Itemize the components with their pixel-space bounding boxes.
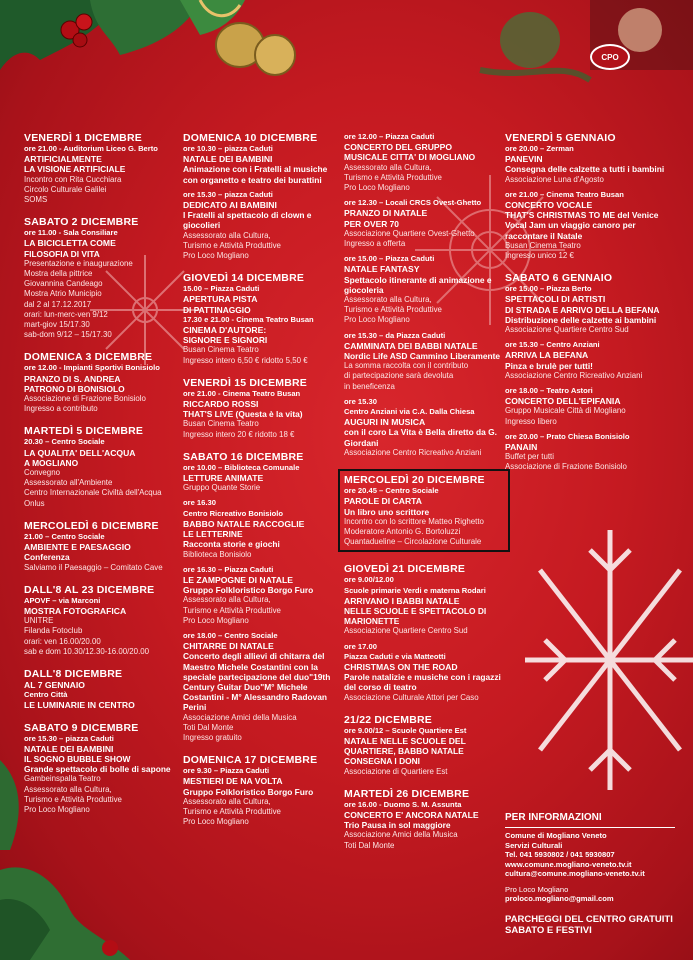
event-block <box>24 584 184 657</box>
event-item <box>24 764 184 815</box>
event-note: Ingresso unico 12 € <box>505 251 574 261</box>
event-note: Assessorato alla Cultura, <box>344 162 432 172</box>
event-block <box>183 132 343 261</box>
event-note: Circolo Culturale Galilei <box>24 184 107 194</box>
event-time-place: Centro Anziani via C.A. Dalla Chiesa <box>344 407 475 417</box>
event-note: Associazione Centro Ricreativo Anziani <box>505 370 643 380</box>
event-description: Distribuzione delle calzette ai bambini <box>505 314 657 325</box>
event-date: GIOVEDÌ 21 DICEMBRE <box>344 563 466 576</box>
event-note: SOMS <box>24 195 48 205</box>
event-item <box>505 315 665 335</box>
event-note: Biblioteca Bonisiolo <box>183 549 252 559</box>
event-description: THAT'S CHRISTMAS TO ME del Venice Vocal Jam un viaggio canoro per raccontare il Natale <box>505 210 659 241</box>
event-time-place: ore 10.30 – piazza Caduti <box>183 144 273 153</box>
event-date: DOMENICA 10 DICEMBRE <box>183 132 318 144</box>
event-title: AMBIENTE E PAESAGGIO <box>24 542 131 553</box>
event-note: Assessorato alla Cultura, <box>183 595 271 605</box>
event-item <box>24 437 184 508</box>
event-note: Assessorato alla Cultura, <box>183 796 271 806</box>
event-title: LE ZAMPOGNE DI NATALE <box>183 574 293 585</box>
event-note: La somma raccolta con il contributo <box>344 361 469 371</box>
event-title: LA BICICLETTA COME <box>24 238 116 249</box>
event-block <box>183 377 343 440</box>
event-note: Moderatore Antonio G. Bortoluzzi <box>344 526 461 536</box>
info-phone: Tel. 041 5930802 / 041 5930807 <box>505 850 615 859</box>
event-time-place: ore 18.00 – Centro Sociale <box>183 630 278 640</box>
event-item <box>183 766 343 827</box>
event-time-place: 15.00 – Piazza Caduti <box>183 284 260 294</box>
event-note: Turismo e Attività Produttive <box>183 240 281 250</box>
event-title: AL 7 GENNAIO <box>24 679 85 690</box>
info-divider <box>505 827 675 828</box>
event-item <box>505 386 665 427</box>
column-3 <box>344 132 504 862</box>
event-description: LA VISIONE ARTIFICIALE <box>24 164 126 175</box>
event-item <box>344 726 504 777</box>
event-title: ARTIFICIALMENTE <box>24 154 102 165</box>
event-note: orari: ven 16.00/20.00 <box>24 636 101 646</box>
event-description: Racconta storie e giochi <box>183 539 280 550</box>
event-item <box>183 509 343 540</box>
event-time-place: ore 21.00 - Auditorium Liceo G. Berto <box>24 144 158 153</box>
event-item <box>344 331 504 392</box>
event-block <box>344 132 504 458</box>
event-time-place: ore 10.00 – Biblioteca Comunale <box>183 462 300 472</box>
event-note: Mostra Atrio Municipio <box>24 289 102 299</box>
event-item <box>183 539 343 559</box>
event-title: CONCERTO E' ANCORA NATALE <box>344 809 479 820</box>
info-line: Comune di Mogliano Veneto <box>505 831 607 840</box>
event-description: Pinza e brulè per tutti! <box>505 360 593 371</box>
proloco-email-link[interactable]: proloco.mogliano@gmail.com <box>505 894 614 903</box>
event-description: Grande spettacolo di bolle di sapone <box>24 764 171 775</box>
event-title: PRANZO DI S. ANDREA <box>24 373 121 384</box>
event-item <box>183 315 343 366</box>
event-block <box>24 351 184 414</box>
event-block <box>344 714 504 777</box>
event-block <box>24 520 184 573</box>
event-note: UNITRE <box>24 616 54 626</box>
event-item <box>344 254 504 325</box>
snowflake-bottom-right-icon <box>520 520 693 800</box>
event-time-place: ore 12.00 – Piazza Caduti <box>344 132 435 141</box>
event-note: orari: lun-merc-ven 9/12 <box>24 309 108 319</box>
event-note: Quantadueline – Circolazione Culturale <box>344 537 482 547</box>
event-title: APERTURA PISTA <box>183 294 258 305</box>
event-time-place: ore 15.00 – Piazza Berto <box>505 284 592 294</box>
event-description: con il coro La Vita è Bella diretto da G. Giordani <box>344 427 497 448</box>
event-time-place: 21.00 – Centro Sociale <box>24 531 105 541</box>
event-item <box>24 734 184 765</box>
event-item <box>24 690 184 710</box>
event-note: Ingresso gratuito <box>183 732 242 742</box>
event-title: CAMMINATA DEI BABBI NATALE <box>344 340 478 351</box>
event-note: Pro Loco Mogliano <box>183 615 249 625</box>
event-date: VENERDÌ 15 DICEMBRE <box>183 376 307 389</box>
event-date: VENERDÌ 5 GENNAIO <box>505 132 616 144</box>
event-title: NATALE DEI BAMBINI <box>183 154 273 165</box>
event-item <box>24 680 184 690</box>
event-title: ARRIVA LA BEFANA <box>505 350 589 361</box>
event-description: Animazione con i Fratelli al musiche con organetto e teatro dei burattini <box>183 164 328 185</box>
event-description: Conferenza <box>24 552 70 563</box>
event-note: Ingresso intero 20 € ridotto 18 € <box>183 429 295 439</box>
event-description: Concerto degli allievi di chitarra del Maestro Michele Costantini con la speciale partecipazione del duo"19th Century Guitar Duo"M° Michele Costantini - M° Alessandro Radovan Perini <box>183 651 331 713</box>
event-item <box>24 363 184 414</box>
event-note: Assessorato alla Cultura, <box>344 295 432 305</box>
event-note: di partecipazione sarà devoluta <box>344 371 454 381</box>
event-note: Assessorato alla Cultura, <box>24 784 112 794</box>
event-item <box>183 144 343 185</box>
event-time-place: ore 15.30 <box>344 396 377 406</box>
event-item <box>505 432 665 473</box>
cpo-logo: CPO <box>590 44 630 70</box>
event-date: MARTEDÌ 26 DICEMBRE <box>344 787 470 800</box>
event-time-place: ore 9.00/12 – Scuole Quartiere Est <box>344 725 467 735</box>
event-item <box>344 652 504 703</box>
event-title: CONCERTO DEL GRUPPO <box>344 142 453 153</box>
event-title: RICCARDO ROSSI <box>183 399 259 410</box>
event-description: LE LETTERINE <box>183 529 243 540</box>
event-note: Giovannina Candeago <box>24 279 103 289</box>
event-description: IL SOGNO BUBBLE SHOW <box>24 753 131 764</box>
event-description: MUSICALE CITTA' DI MOGLIANO <box>344 152 476 163</box>
event-date: MERCOLEDÌ 20 DICEMBRE <box>344 474 485 487</box>
event-note: Associazione Luna d'Agosto <box>505 174 604 184</box>
highlighted-event <box>338 469 510 552</box>
event-title: BABBO NATALE RACCOGLIE <box>183 518 305 529</box>
event-item <box>505 340 665 381</box>
info-website-link[interactable]: www.comune.mogliano-veneto.tv.it <box>505 859 632 869</box>
event-description: THAT'S LIVE (Questa è la vita) <box>183 409 303 420</box>
info-box <box>505 812 685 936</box>
event-item <box>24 228 184 340</box>
event-item <box>344 586 504 637</box>
info-email-link[interactable]: cultura@comune.mogliano-veneto.tv.it <box>505 869 645 878</box>
event-note: Incontro con lo scrittore Matteo Righetto <box>344 516 484 526</box>
event-note: Pro Loco Mogliano <box>24 804 90 814</box>
event-item <box>344 642 504 652</box>
event-item <box>344 198 504 249</box>
event-note: Mostra della pittrice <box>24 269 93 279</box>
event-description: Nordic Life ASD Cammino Liberamente <box>344 351 501 362</box>
info-line: Servizi Culturali <box>505 840 563 850</box>
event-description: I Fratelli al spettacolo di clown e giocolieri <box>183 210 312 231</box>
event-note: dal 2 al 17.12.2017 <box>24 299 92 309</box>
event-description: Trio Pausa in sol maggiore <box>344 820 451 831</box>
event-title: SPETTACOLI DI ARTISTI <box>505 294 606 305</box>
event-time-place: ore 11.00 - Sala Consiliare <box>24 228 118 238</box>
event-note: Ingresso a contributo <box>24 404 98 414</box>
event-description: Un libro uno scrittore <box>344 506 430 517</box>
event-title: PANAIN <box>505 442 538 453</box>
event-time-place: ore 9.30 – Piazza Caduti <box>183 766 270 776</box>
event-time-place: ore 18.00 – Teatro Astori <box>505 386 593 396</box>
event-time-place: ore 21.00 – Cinema Teatro Busan <box>505 189 624 199</box>
event-title: LE LUMINARIE IN CENTRO <box>24 700 135 711</box>
event-time-place: ore 20.45 – Centro Sociale <box>344 486 439 496</box>
event-note: Associazione Amici della Musica <box>344 830 458 840</box>
event-item <box>505 190 665 261</box>
event-note: Associazione Culturale Attori per Caso <box>344 692 479 702</box>
event-item <box>183 631 343 743</box>
event-title: LA QUALITA' DELL'ACQUA <box>24 447 136 458</box>
event-time-place: 17.30 e 21.00 - Cinema Teatro Busan <box>183 314 314 324</box>
event-item <box>344 407 504 458</box>
event-note: Gambeinspalla Teatro <box>24 774 101 784</box>
event-time-place: Centro Città <box>24 690 68 700</box>
event-item <box>183 190 343 261</box>
column-1 <box>24 132 184 826</box>
event-title: PRANZO DI NATALE <box>344 208 428 219</box>
info-heading: PER INFORMAZIONI <box>505 812 602 823</box>
event-note: Associazione Quartiere Centro Sud <box>344 626 468 636</box>
event-block <box>183 754 343 827</box>
event-note: sab-dom 9/12 – 15/17.30 <box>24 330 112 340</box>
event-time-place: ore 15.30 – piazza Caduti <box>24 733 114 743</box>
event-note: Ingresso libero <box>505 416 557 426</box>
event-note: Ingresso intero 6,50 € ridotto 5,50 € <box>183 355 308 365</box>
event-description: Consegna delle calzette a tutti i bambini <box>505 164 665 175</box>
column-4 <box>505 132 665 484</box>
event-block <box>183 451 343 743</box>
event-description: Parole natalizie e musiche con i ragazzi del corso di teatro <box>344 672 501 693</box>
event-title: ARRIVANO I BABBI NATALE <box>344 595 460 606</box>
event-block <box>24 425 184 508</box>
column-2 <box>183 132 343 838</box>
event-title: PANEVIN <box>505 154 543 165</box>
event-description: A MOGLIANO <box>24 457 79 468</box>
event-title: DEDICATO AI BAMBINI <box>183 200 277 211</box>
event-item <box>24 596 184 657</box>
event-time-place: ore 12.30 – Locali CRCS Ovest-Ghetto <box>344 198 482 208</box>
event-note: Presentazione e inaugurazione <box>24 258 133 268</box>
event-description: Gruppo Folkloristico Borgo Furo <box>183 585 314 596</box>
event-note: Toti Dal Monte <box>344 840 395 850</box>
event-note: in beneficenza <box>344 381 395 391</box>
event-date: SABATO 6 GENNAIO <box>505 272 613 285</box>
event-block <box>24 216 184 340</box>
event-time-place: ore 12.00 - Impianti Sportivi Bonisiolo <box>24 363 160 373</box>
event-date: MERCOLEDÌ 6 DICEMBRE <box>24 519 159 532</box>
event-date: MARTEDÌ 5 DICEMBRE <box>24 425 144 438</box>
event-item <box>505 284 665 315</box>
event-date: DALL'8 DICEMBRE <box>24 667 123 680</box>
holly-top-left-decoration <box>0 0 300 120</box>
event-title: CONCERTO VOCALE <box>505 200 593 211</box>
event-note: Pro Loco Mogliano <box>183 251 249 261</box>
event-date: SABATO 9 DICEMBRE <box>24 721 139 734</box>
parking-notice: PARCHEGGI DEL CENTRO GRATUITI SABATO E FESTIVI <box>505 913 673 936</box>
event-item <box>344 397 504 407</box>
event-time-place: Piazza Caduti e via Matteotti <box>344 651 446 661</box>
event-note: Turismo e Attività Produttive <box>344 305 442 315</box>
event-note: mart-giov 15/17.30 <box>24 320 90 330</box>
event-description: DI STRADA E ARRIVO DELLA BEFANA <box>505 304 660 315</box>
event-title: PAROLE DI CARTA <box>344 496 422 507</box>
event-time-place: ore 20.00 – Zerman <box>505 144 574 153</box>
event-time-place: ore 15.00 – Piazza Caduti <box>344 254 435 264</box>
event-block <box>24 668 184 711</box>
event-time-place: ore 21.00 - Cinema Teatro Busan <box>183 388 301 398</box>
event-date: SABATO 16 DICEMBRE <box>183 450 304 463</box>
event-note: Busan Cinema Teatro <box>183 419 259 429</box>
event-time-place: ore 16.30 <box>183 498 216 508</box>
event-note: Turismo e Attività Produttive <box>344 172 442 182</box>
event-block <box>505 132 665 261</box>
ornament-top-right-decoration <box>470 0 693 110</box>
event-note: Toti Dal Monte <box>183 722 234 732</box>
event-block <box>344 563 504 702</box>
event-block <box>344 788 504 851</box>
event-title: MESTIERI DE NA VOLTA <box>183 776 283 787</box>
event-time-place: ore 15.30 – piazza Caduti <box>183 189 273 199</box>
event-item <box>24 532 184 573</box>
event-note: Associazione Centro Ricreativo Anziani <box>344 447 482 457</box>
event-date: 21/22 DICEMBRE <box>344 713 432 726</box>
event-item <box>183 565 343 626</box>
event-time-place: ore 15.30 – Centro Anziani <box>505 340 600 350</box>
event-item <box>344 800 504 851</box>
event-title: CONCERTO DELL'EPIFANIA <box>505 396 621 407</box>
event-time-place: Scuole primarie Verdi e materna Rodari <box>344 585 486 595</box>
event-note: Gruppo Quante Storie <box>183 483 261 493</box>
event-title: NATALE NELLE SCUOLE DEL <box>344 735 466 746</box>
event-item <box>183 389 343 440</box>
event-item <box>505 144 665 185</box>
event-date: GIOVEDÌ 14 DICEMBRE <box>183 272 305 285</box>
event-block <box>24 132 184 205</box>
event-note: Ingresso a offerta <box>344 239 406 249</box>
event-time-place: ore 17.00 <box>344 641 377 651</box>
event-item <box>24 144 184 205</box>
event-title: MOSTRA FOTOGRAFICA <box>24 605 127 616</box>
event-item <box>344 486 504 547</box>
event-item <box>183 498 343 508</box>
event-description: PATRONO DI BONISIOLO <box>24 383 125 394</box>
event-title: NATALE DEI BAMBINI <box>24 743 114 754</box>
event-note: Turismo e Attività Produttive <box>24 794 122 804</box>
event-note: Gruppo Musicale Città di Mogliano <box>505 406 626 416</box>
event-note: Pro Loco Mogliano <box>183 817 249 827</box>
event-item <box>344 575 504 585</box>
event-note: Busan Cinema Teatro <box>505 240 581 250</box>
event-date: SABATO 2 DICEMBRE <box>24 216 139 229</box>
event-block <box>183 272 343 366</box>
event-description: QUARTIERE, BABBO NATALE CONSEGNA I DONI <box>344 746 464 767</box>
event-note: Turismo e Attività Produttive <box>183 605 281 615</box>
event-time-place: ore 20.00 – Prato Chiesa Bonisiolo <box>505 431 630 441</box>
event-date: DOMENICA 3 DICEMBRE <box>24 351 153 364</box>
event-note: Associazione Quartiere Ovest-Ghetto <box>344 228 475 238</box>
event-description: DI PATTINAGGIO <box>183 304 251 315</box>
event-note: Onlus <box>24 498 45 508</box>
event-note: Assessorato all'Ambiente <box>24 478 113 488</box>
event-description: SIGNORE E SIGNORI <box>183 335 268 346</box>
event-note: Filanda Fotoclub <box>24 626 83 636</box>
event-date: DOMENICA 17 DICEMBRE <box>183 754 318 767</box>
event-note: Convegno <box>24 468 60 478</box>
event-note: sab e dom 10.30/12.30-16.00/20.00 <box>24 646 150 656</box>
event-description: FILOSOFIA DI VITA <box>24 248 100 259</box>
event-description: Spettacolo itinerante di animazione e giocoleria <box>344 274 492 295</box>
event-note: Incontro con Rita Cucchiara <box>24 174 122 184</box>
event-note: Pro Loco Mogliano <box>344 183 410 193</box>
event-time-place: Centro Ricreativo Bonisiolo <box>183 508 283 518</box>
event-item <box>183 463 343 494</box>
event-note: Buffet per tutti <box>505 452 554 462</box>
event-title: CHITARRE DI NATALE <box>183 641 274 652</box>
event-note: Centro Internazionale Civiltà dell'Acqua <box>24 488 162 498</box>
event-note: Associazione Quartiere Centro Sud <box>505 325 629 335</box>
event-note: Busan Cinema Teatro <box>183 345 259 355</box>
event-time-place: 20.30 – Centro Sociale <box>24 437 105 447</box>
event-date: DALL'8 AL 23 DICEMBRE <box>24 583 155 596</box>
event-description: Gruppo Folkloristico Borgo Furo <box>183 786 314 797</box>
event-time-place: ore 9.00/12.00 <box>344 575 394 585</box>
event-time-place: ore 15.30 – da Piazza Caduti <box>344 330 446 340</box>
event-note: Salviamo il Paesaggio – Comitato Cave <box>24 562 163 572</box>
event-title: CHRISTMAS ON THE ROAD <box>344 661 458 672</box>
event-note: Pro Loco Mogliano <box>344 315 410 325</box>
event-item <box>183 284 343 315</box>
event-item <box>344 132 504 193</box>
event-date: VENERDÌ 1 DICEMBRE <box>24 132 142 144</box>
event-note: Associazione Amici della Musica <box>183 712 297 722</box>
event-note: Associazione di Frazione Bonisiolo <box>24 394 146 404</box>
event-title: CINEMA D'AUTORE: <box>183 325 267 336</box>
event-description: NELLE SCUOLE E SPETTACOLO DI MARIONETTE <box>344 605 487 627</box>
event-description: PER OVER 70 <box>344 218 399 229</box>
event-note: Associazione di Frazione Bonisiolo <box>505 462 627 472</box>
event-time-place: ore 16.30 – Piazza Caduti <box>183 564 274 574</box>
event-block <box>505 272 665 472</box>
holly-bottom-left-decoration <box>0 850 150 960</box>
event-block <box>24 722 184 816</box>
event-title: LETTURE ANIMATE <box>183 473 264 484</box>
event-note: Turismo e Attività Produttive <box>183 806 281 816</box>
event-note: Assessorato alla Cultura, <box>183 230 271 240</box>
event-title: AUGURI IN MUSICA <box>344 417 426 428</box>
proloco-name: Pro Loco Mogliano <box>505 884 569 894</box>
event-time-place: APOVF – via Marconi <box>24 595 101 605</box>
event-note: Associazione di Quartiere Est <box>344 766 448 776</box>
event-time-place: ore 16.00 - Duomo S. M. Assunta <box>344 799 462 809</box>
event-title: NATALE FANTASY <box>344 264 420 275</box>
